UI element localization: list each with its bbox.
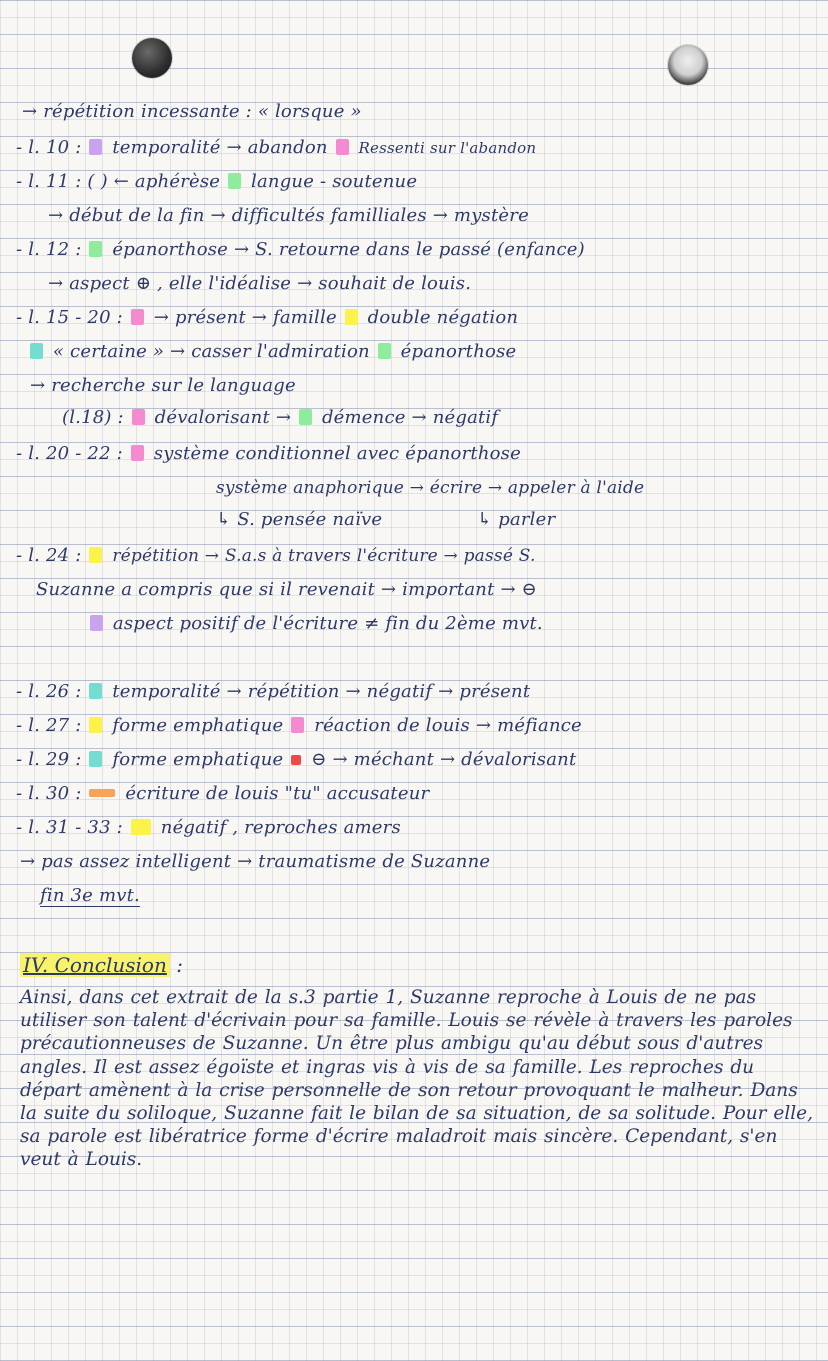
note-line: [40, 886, 140, 906]
note-line: [216, 478, 644, 498]
highlight-swatch: [132, 409, 145, 425]
note-line: [20, 852, 490, 872]
note-text: → répétition incessante : « lorsque »: [22, 101, 362, 122]
note-line: [16, 240, 585, 260]
note-text: système conditionnel avec épanorthose: [153, 443, 521, 464]
highlight-swatch: [90, 615, 103, 631]
note-text: dévalorisant →: [154, 407, 292, 428]
line-ref: - l. 12 :: [16, 239, 82, 260]
highlight-swatch: [378, 343, 391, 359]
highlight-swatch: [131, 309, 144, 325]
highlight-swatch: [89, 139, 102, 155]
line-ref: - l. 11 :: [16, 171, 82, 192]
note-text: forme emphatique: [112, 715, 284, 736]
note-text: réaction de louis → méfiance: [314, 715, 582, 736]
highlight-swatch: [228, 173, 241, 189]
note-line: [88, 614, 543, 634]
line-ref: - l. 15 - 20 :: [16, 307, 123, 328]
line-ref: - l. 31 - 33 :: [16, 817, 123, 838]
note-text: Ressenti sur l'abandon: [358, 139, 537, 157]
highlight-swatch: [345, 309, 358, 325]
note-text: → recherche sur le language: [30, 375, 296, 396]
heading-text: IV. Conclusion: [20, 953, 170, 977]
note-text: épanorthose: [400, 341, 517, 362]
highlight-swatch: [291, 717, 304, 733]
note-line: [16, 172, 417, 192]
highlight-swatch: [89, 789, 115, 797]
note-text: temporalité → répétition → négatif → présent: [112, 681, 531, 702]
note-text: langue - soutenue: [251, 171, 418, 192]
line-ref: - l. 27 :: [16, 715, 82, 736]
line-ref: - l. 30 :: [16, 783, 82, 804]
note-line: [16, 716, 582, 736]
line-ref: - l. 10 :: [16, 137, 82, 158]
note-line: [16, 444, 521, 464]
note-text: → présent → famille: [153, 307, 337, 328]
highlight-swatch: [89, 241, 102, 257]
note-text: système anaphorique → écrire → appeler à l'aide: [216, 478, 645, 498]
note-line: [30, 376, 296, 396]
note-line: [22, 102, 362, 122]
note-text: négatif , reproches amers: [160, 817, 401, 838]
note-line: [16, 308, 518, 328]
line-ref: (l.18) :: [62, 407, 124, 428]
highlight-swatch: [89, 683, 102, 699]
highlight-swatch: [291, 755, 301, 765]
highlight-swatch: [336, 139, 349, 155]
note-line: [48, 274, 471, 294]
highlight-swatch: [30, 343, 43, 359]
highlight-swatch: [299, 409, 312, 425]
note-line: [16, 138, 536, 158]
note-line: [36, 580, 537, 600]
note-text: → début de la fin → difficultés familliales → mystère: [48, 205, 529, 226]
note-text: écriture de louis "tu" accusateur: [125, 783, 430, 804]
line-ref: - l. 29 :: [16, 749, 82, 770]
heading-colon: :: [176, 953, 183, 977]
note-text: aspect positif de l'écriture ≠ fin du 2ème mvt.: [112, 613, 543, 634]
note-line: [16, 682, 530, 702]
highlight-swatch: [131, 445, 144, 461]
note-text: fin 3e mvt.: [40, 885, 140, 906]
conclusion-paragraph: Ainsi, dans cet extrait de la s.3 partie 1, Suzanne reproche à Louis de ne pas utiliser son talent d'écrivain pour sa famille. Louis se révèle à travers les paroles précautionneuses de Suzanne. Un être plus ambigu qu'au début sous d'autres angles. Il est assez égoïste et ingras vis à vis de sa famille. Les reproches du départ amènent à la crise personnelle de son retour provoquant le malheur. Dans la suite du soliloque, Suzanne fait le bilan de sa situation, de sa solitude. Pour elle, sa parole est libératrice forme d'écrire maladroit mais sincère. Cependant, s'en veut à Louis.: [20, 987, 813, 1171]
highlight-swatch: [89, 751, 102, 767]
note-line: [216, 510, 555, 530]
note-line: [16, 546, 536, 566]
highlight-swatch: [89, 547, 102, 563]
line-ref: - l. 20 - 22 :: [16, 443, 123, 464]
note-text: ( ) ← aphérèse: [87, 171, 221, 192]
highlight-swatch: [131, 819, 151, 835]
note-text: Suzanne a compris que si il revenait → important → ⊖: [36, 579, 537, 600]
note-line: [16, 750, 576, 770]
note-text: démence → négatif: [321, 407, 499, 428]
section-heading: [20, 953, 183, 977]
note-line: [48, 206, 529, 226]
note-text: épanorthose → S. retourne dans le passé (enfance): [112, 239, 585, 260]
note-text: → aspect ⊕ , elle l'idéalise → souhait de louis.: [48, 273, 472, 294]
note-text: temporalité → abandon: [112, 137, 328, 158]
note-text: double négation: [367, 307, 519, 328]
highlight-swatch: [89, 717, 102, 733]
note-text: → pas assez intelligent → traumatisme de Suzanne: [20, 851, 491, 872]
line-ref: - l. 26 :: [16, 681, 82, 702]
note-text: ↳ S. pensée naïve ↳ parler: [216, 509, 556, 530]
note-text: répétition → S.a.s à travers l'écriture → passé S.: [112, 546, 536, 566]
note-text: forme emphatique: [112, 749, 284, 770]
note-line: [28, 342, 516, 362]
note-text: ⊖ → méchant → dévalorisant: [311, 749, 577, 770]
note-text: « certaine » → casser l'admiration: [52, 341, 370, 362]
note-line: [62, 408, 498, 428]
note-line: [16, 818, 401, 838]
line-ref: - l. 24 :: [16, 545, 82, 566]
note-line: [16, 784, 429, 804]
